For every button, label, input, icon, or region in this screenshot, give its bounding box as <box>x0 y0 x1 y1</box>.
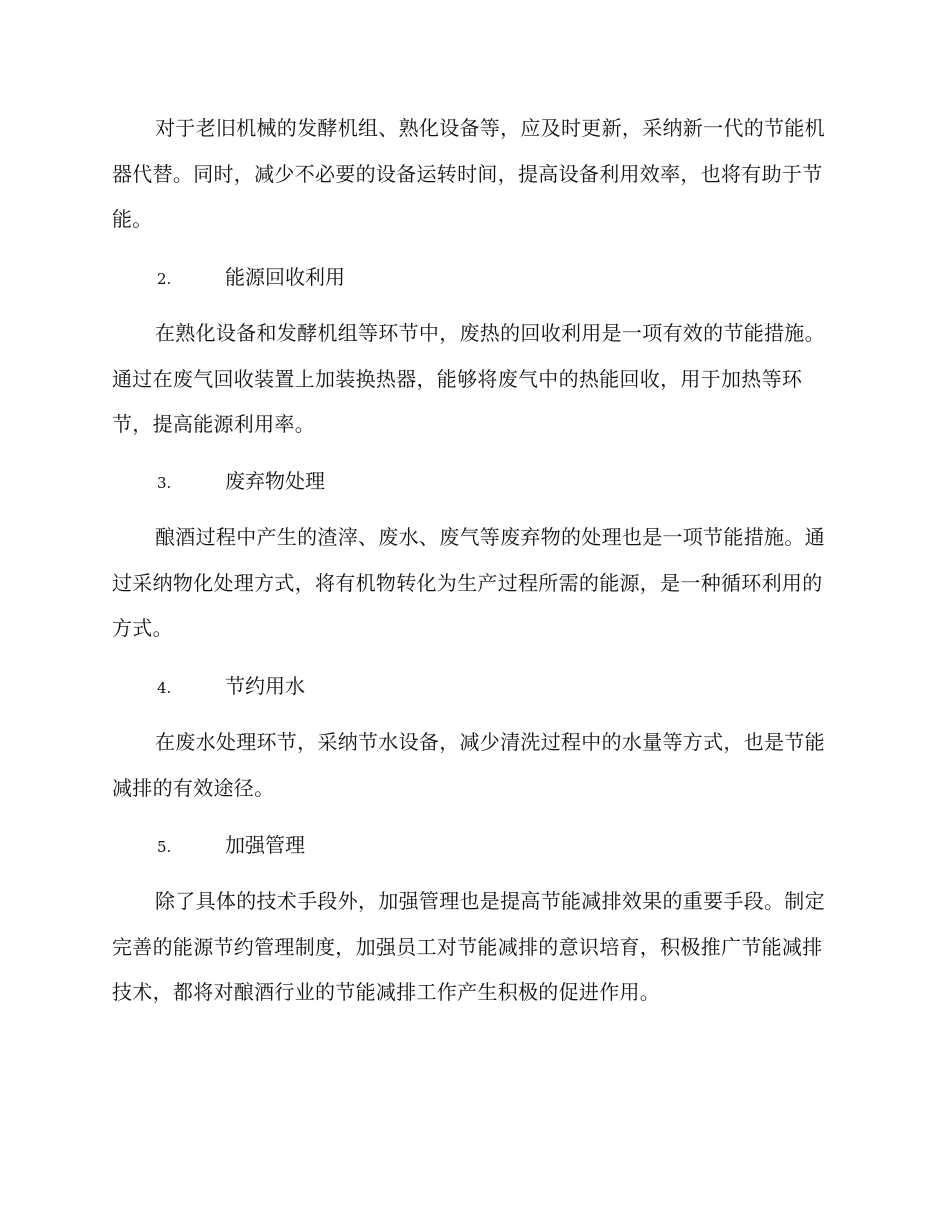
section-title: 节约用水 <box>225 674 305 698</box>
section-heading-3 <box>157 466 325 496</box>
section-title: 废弃物处理 <box>225 469 325 493</box>
section-number: 5. <box>157 838 172 856</box>
section-body-3: 酿酒过程中产生的渣滓、废水、废气等废弃物的处理也是一项节能措施。通过采纳物化处理方式，将有机物转化为生产过程所需的能源，是一种循环利用的方式。 <box>112 525 825 640</box>
section-body-5: 除了具体的技术手段外，加强管理也是提高节能减排效果的重要手段。制定完善的能源节约管理制度，加强员工对节能减排的意识培育，积极推广节能减排技术，都将对酿酒行业的节能减排工作产生积极的促进作用。 <box>112 889 825 1004</box>
intro-paragraph: 对于老旧机械的发酵机组、熟化设备等，应及时更新，采纳新一代的节能机器代替。同时，减少不必要的设备运转时间，提高设备利用效率，也将有助于节能。 <box>112 116 825 231</box>
section-title: 能源回收利用 <box>225 265 345 289</box>
section-body-2: 在熟化设备和发酵机组等环节中，废热的回收利用是一项有效的节能措施。通过在废气回收装置上加装换热器，能够将废气中的热能回收，用于加热等环节，提高能源利用率。 <box>112 321 825 436</box>
section-heading-2 <box>157 262 345 292</box>
section-heading-4 <box>157 671 305 701</box>
section-number: 3. <box>157 474 172 492</box>
section-number: 2. <box>157 270 172 288</box>
section-heading-5 <box>157 830 305 860</box>
section-number: 4. <box>157 679 172 697</box>
section-body-4: 在废水处理环节，采纳节水设备，减少清洗过程中的水量等方式，也是节能减排的有效途径。 <box>112 730 825 800</box>
section-title: 加强管理 <box>225 833 305 857</box>
